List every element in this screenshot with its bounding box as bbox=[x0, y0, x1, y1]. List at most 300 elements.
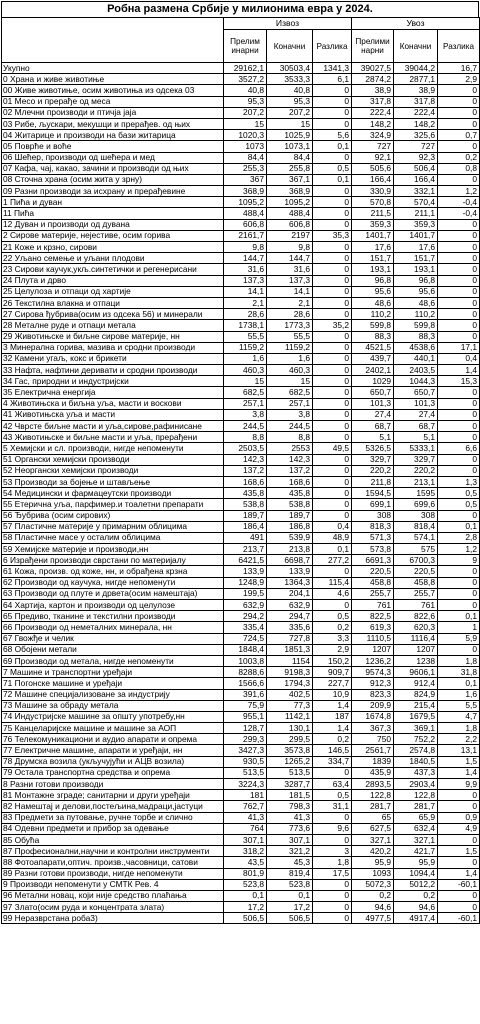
import-difference-cell: 0 bbox=[438, 174, 480, 185]
import-final-cell: 752,2 bbox=[394, 734, 438, 745]
import-preliminary-cell: 327,1 bbox=[352, 834, 394, 845]
import-preliminary-cell: 95,6 bbox=[352, 286, 394, 297]
export-difference-cell: 0 bbox=[313, 488, 352, 499]
header-import-preliminary: Прелими нарни bbox=[352, 30, 394, 63]
import-difference-cell: 0 bbox=[438, 264, 480, 275]
export-difference-cell: 0 bbox=[313, 219, 352, 230]
import-difference-cell: 0 bbox=[438, 902, 480, 913]
export-final-cell: 299,5 bbox=[267, 734, 313, 745]
export-preliminary-cell: 491 bbox=[224, 532, 267, 543]
table-row bbox=[2, 566, 480, 577]
export-final-cell: 1851,3 bbox=[267, 644, 313, 655]
import-final-cell: 699,6 bbox=[394, 499, 438, 510]
import-final-cell: 824,9 bbox=[394, 689, 438, 700]
export-final-cell: 294,7 bbox=[267, 611, 313, 622]
export-final-cell: 137,3 bbox=[267, 275, 313, 286]
export-final-cell: 1154 bbox=[267, 655, 313, 666]
import-difference-cell: 1,2 bbox=[438, 544, 480, 555]
table-row bbox=[2, 141, 480, 152]
import-final-cell: 48,6 bbox=[394, 297, 438, 308]
category-name-cell: 78 Друмска возила (укључујући и АЦВ возила) bbox=[2, 756, 224, 767]
category-name-cell: 09 Разни производи за исхрану и прерађевине bbox=[2, 186, 224, 197]
table-row bbox=[2, 913, 480, 924]
table-row bbox=[2, 465, 480, 476]
table-row bbox=[2, 163, 480, 174]
export-difference-cell: 3 bbox=[313, 846, 352, 857]
import-difference-cell: -60,1 bbox=[438, 879, 480, 890]
import-final-cell: 166,4 bbox=[394, 174, 438, 185]
export-final-cell: 1265,2 bbox=[267, 756, 313, 767]
export-final-cell: 3,8 bbox=[267, 409, 313, 420]
import-difference-cell: 0 bbox=[438, 801, 480, 812]
import-final-cell: 27,4 bbox=[394, 409, 438, 420]
import-final-cell: 912,4 bbox=[394, 678, 438, 689]
table-row bbox=[2, 432, 480, 443]
category-name-cell: 73 Машине за обраду метала bbox=[2, 700, 224, 711]
import-preliminary-cell: 4977,5 bbox=[352, 913, 394, 924]
header-export: Извоз bbox=[224, 18, 352, 30]
import-preliminary-cell: 1674,8 bbox=[352, 711, 394, 722]
table-row bbox=[2, 476, 480, 487]
export-preliminary-cell: 3,8 bbox=[224, 409, 267, 420]
import-preliminary-cell: 211,8 bbox=[352, 476, 394, 487]
category-name-cell: 43 Животињске и биљне масти и уља, прерађени bbox=[2, 432, 224, 443]
import-preliminary-cell: 317,8 bbox=[352, 96, 394, 107]
export-difference-cell: 0 bbox=[313, 208, 352, 219]
category-name-cell: 4 Животињска и биљна уља, масти и воскови bbox=[2, 398, 224, 409]
import-final-cell: 2903,4 bbox=[394, 779, 438, 790]
import-difference-cell: 9 bbox=[438, 555, 480, 566]
table-row bbox=[2, 622, 480, 633]
table-row bbox=[2, 152, 480, 163]
import-preliminary-cell: 1207 bbox=[352, 644, 394, 655]
export-difference-cell: 0 bbox=[313, 890, 352, 901]
export-difference-cell: 0 bbox=[313, 186, 352, 197]
table-row bbox=[2, 902, 480, 913]
export-preliminary-cell: 8,8 bbox=[224, 432, 267, 443]
export-difference-cell: 35,3 bbox=[313, 230, 352, 241]
import-preliminary-cell: 92,1 bbox=[352, 152, 394, 163]
export-preliminary-cell: 506,5 bbox=[224, 913, 267, 924]
table-row bbox=[2, 532, 480, 543]
export-preliminary-cell: 930,5 bbox=[224, 756, 267, 767]
import-preliminary-cell: 209,9 bbox=[352, 700, 394, 711]
category-name-cell: 65 Предиво, тканине и текстилни производи bbox=[2, 611, 224, 622]
import-final-cell: 4917,4 bbox=[394, 913, 438, 924]
export-final-cell: 15 bbox=[267, 118, 313, 129]
import-final-cell: 38,9 bbox=[394, 85, 438, 96]
import-preliminary-cell: 359,3 bbox=[352, 219, 394, 230]
category-name-cell: 51 Органски хемијски производи bbox=[2, 454, 224, 465]
import-preliminary-cell: 1839 bbox=[352, 756, 394, 767]
export-final-cell: 95,3 bbox=[267, 96, 313, 107]
import-difference-cell: 4,7 bbox=[438, 711, 480, 722]
export-difference-cell: 277,2 bbox=[313, 555, 352, 566]
import-difference-cell: 5,9 bbox=[438, 633, 480, 644]
import-final-cell: 570,4 bbox=[394, 197, 438, 208]
export-final-cell: 727,8 bbox=[267, 633, 313, 644]
export-preliminary-cell: 538,8 bbox=[224, 499, 267, 510]
category-name-cell: 35 Електрична енергија bbox=[2, 387, 224, 398]
export-preliminary-cell: 1,6 bbox=[224, 353, 267, 364]
import-preliminary-cell: 27,4 bbox=[352, 409, 394, 420]
export-final-cell: 84,4 bbox=[267, 152, 313, 163]
table-row bbox=[2, 846, 480, 857]
export-final-cell: 55,5 bbox=[267, 331, 313, 342]
import-difference-cell: 0 bbox=[438, 242, 480, 253]
table-row bbox=[2, 96, 480, 107]
import-final-cell: 110,2 bbox=[394, 309, 438, 320]
category-name-cell: 8 Разни готови производи bbox=[2, 779, 224, 790]
table-row bbox=[2, 320, 480, 331]
import-final-cell: 458,8 bbox=[394, 577, 438, 588]
import-final-cell: 421,7 bbox=[394, 846, 438, 857]
import-difference-cell: 0,5 bbox=[438, 499, 480, 510]
category-name-cell: 27 Сирова ђубрива(осим из одсека 56) и минерали bbox=[2, 309, 224, 320]
import-difference-cell: -0,4 bbox=[438, 197, 480, 208]
export-final-cell: 45,3 bbox=[267, 857, 313, 868]
import-preliminary-cell: 88,3 bbox=[352, 331, 394, 342]
export-final-cell: 539,9 bbox=[267, 532, 313, 543]
import-difference-cell: 0 bbox=[438, 141, 480, 152]
import-final-cell: 1044,3 bbox=[394, 376, 438, 387]
export-preliminary-cell: 1073 bbox=[224, 141, 267, 152]
table-row bbox=[2, 488, 480, 499]
table-row bbox=[2, 74, 480, 85]
import-final-cell: 727 bbox=[394, 141, 438, 152]
import-final-cell: 818,4 bbox=[394, 521, 438, 532]
category-name-cell: 7 Машине и транспортни уређаји bbox=[2, 667, 224, 678]
export-preliminary-cell: 682,5 bbox=[224, 387, 267, 398]
category-name-cell: 87 Професионални,научни и контролни инструменти bbox=[2, 846, 224, 857]
export-final-cell: 40,8 bbox=[267, 85, 313, 96]
export-difference-cell: 146,5 bbox=[313, 745, 352, 756]
header-import-difference: Разлика bbox=[438, 30, 480, 63]
export-difference-cell: 909,7 bbox=[313, 667, 352, 678]
category-name-cell: 75 Канцеларијске машине и машине за АОП bbox=[2, 723, 224, 734]
import-difference-cell: 1,5 bbox=[438, 756, 480, 767]
import-difference-cell: 31,8 bbox=[438, 667, 480, 678]
category-name-cell: 24 Плута и дрво bbox=[2, 275, 224, 286]
import-final-cell: 148,2 bbox=[394, 118, 438, 129]
import-final-cell: 101,3 bbox=[394, 398, 438, 409]
import-preliminary-cell: 110,2 bbox=[352, 309, 394, 320]
export-difference-cell: 4,6 bbox=[313, 588, 352, 599]
export-final-cell: 207,2 bbox=[267, 107, 313, 118]
import-preliminary-cell: 912,3 bbox=[352, 678, 394, 689]
import-difference-cell: 1,4 bbox=[438, 365, 480, 376]
export-final-cell: 257,1 bbox=[267, 398, 313, 409]
category-name-cell: 77 Електричне машине, апарати и уређаји, нн bbox=[2, 745, 224, 756]
export-difference-cell: 0 bbox=[313, 275, 352, 286]
import-final-cell: 437,3 bbox=[394, 767, 438, 778]
export-final-cell: 9198,3 bbox=[267, 667, 313, 678]
import-final-cell: 92,3 bbox=[394, 152, 438, 163]
import-final-cell: 4538,6 bbox=[394, 342, 438, 353]
import-difference-cell: 0 bbox=[438, 790, 480, 801]
import-preliminary-cell: 151,7 bbox=[352, 253, 394, 264]
export-final-cell: 307,1 bbox=[267, 834, 313, 845]
import-final-cell: 9606,1 bbox=[394, 667, 438, 678]
export-final-cell: 255,8 bbox=[267, 163, 313, 174]
import-difference-cell: 0 bbox=[438, 286, 480, 297]
category-name-cell: 00 Живе животиње, осим животиња из одсека 03 bbox=[2, 85, 224, 96]
table-row bbox=[2, 745, 480, 756]
import-preliminary-cell: 220,2 bbox=[352, 465, 394, 476]
export-preliminary-cell: 128,7 bbox=[224, 723, 267, 734]
category-name-cell: 64 Хартија, картон и производи од целулозе bbox=[2, 600, 224, 611]
category-name-cell: 02 Млечни производи и птичја јаја bbox=[2, 107, 224, 118]
import-difference-cell: 0 bbox=[438, 409, 480, 420]
export-preliminary-cell: 29162,1 bbox=[224, 63, 267, 74]
export-difference-cell: 0 bbox=[313, 879, 352, 890]
import-difference-cell: 0 bbox=[438, 118, 480, 129]
export-difference-cell: 0 bbox=[313, 812, 352, 823]
import-difference-cell: 0 bbox=[438, 297, 480, 308]
import-preliminary-cell: 619,3 bbox=[352, 622, 394, 633]
import-difference-cell: 0,5 bbox=[438, 488, 480, 499]
import-difference-cell: 1,4 bbox=[438, 868, 480, 879]
category-name-cell: 82 Намештај и делови,постељина,мадраци,јастуци bbox=[2, 801, 224, 812]
import-difference-cell: 0 bbox=[438, 834, 480, 845]
table-row bbox=[2, 331, 480, 342]
import-preliminary-cell: 571,3 bbox=[352, 532, 394, 543]
table-row bbox=[2, 521, 480, 532]
export-difference-cell: 227,7 bbox=[313, 678, 352, 689]
import-final-cell: 95,9 bbox=[394, 857, 438, 868]
export-difference-cell: 1341,3 bbox=[313, 63, 352, 74]
import-final-cell: 761 bbox=[394, 600, 438, 611]
export-final-cell: 41,3 bbox=[267, 812, 313, 823]
import-difference-cell: 0 bbox=[438, 465, 480, 476]
import-preliminary-cell: 761 bbox=[352, 600, 394, 611]
category-name-cell: 12 Дуван и производи од дувана bbox=[2, 219, 224, 230]
import-difference-cell: 0 bbox=[438, 566, 480, 577]
table-row bbox=[2, 510, 480, 521]
table-row bbox=[2, 365, 480, 376]
export-difference-cell: 31,1 bbox=[313, 801, 352, 812]
import-difference-cell: 2,2 bbox=[438, 734, 480, 745]
export-preliminary-cell: 1248,9 bbox=[224, 577, 267, 588]
export-preliminary-cell: 3224,3 bbox=[224, 779, 267, 790]
import-difference-cell: 1,8 bbox=[438, 723, 480, 734]
table-row bbox=[2, 857, 480, 868]
export-preliminary-cell: 513,5 bbox=[224, 767, 267, 778]
category-name-cell: Укупно bbox=[2, 63, 224, 74]
import-preliminary-cell: 420,2 bbox=[352, 846, 394, 857]
category-name-cell: 08 Сточна храна (осим жита у зрну) bbox=[2, 174, 224, 185]
import-difference-cell: -0,4 bbox=[438, 208, 480, 219]
export-difference-cell: 5,6 bbox=[313, 130, 352, 141]
export-final-cell: 488,4 bbox=[267, 208, 313, 219]
import-difference-cell: 0,4 bbox=[438, 353, 480, 364]
export-final-cell: 321,2 bbox=[267, 846, 313, 857]
import-difference-cell: 0 bbox=[438, 432, 480, 443]
export-final-cell: 632,9 bbox=[267, 600, 313, 611]
import-final-cell: 220,5 bbox=[394, 566, 438, 577]
export-preliminary-cell: 144,7 bbox=[224, 253, 267, 264]
table-row bbox=[2, 823, 480, 834]
import-final-cell: 5,1 bbox=[394, 432, 438, 443]
export-preliminary-cell: 199,5 bbox=[224, 588, 267, 599]
export-final-cell: 213,8 bbox=[267, 544, 313, 555]
header-import: Увоз bbox=[352, 18, 480, 30]
import-preliminary-cell: 255,7 bbox=[352, 588, 394, 599]
export-final-cell: 682,5 bbox=[267, 387, 313, 398]
export-difference-cell: 0 bbox=[313, 286, 352, 297]
import-difference-cell: 0,7 bbox=[438, 130, 480, 141]
export-final-cell: 186,8 bbox=[267, 521, 313, 532]
export-preliminary-cell: 255,3 bbox=[224, 163, 267, 174]
import-difference-cell: 0 bbox=[438, 309, 480, 320]
import-preliminary-cell: 727 bbox=[352, 141, 394, 152]
import-difference-cell: 0 bbox=[438, 421, 480, 432]
table-row bbox=[2, 443, 480, 454]
export-preliminary-cell: 137,2 bbox=[224, 465, 267, 476]
table-row bbox=[2, 297, 480, 308]
table-row bbox=[2, 264, 480, 275]
import-final-cell: 2574,8 bbox=[394, 745, 438, 756]
import-difference-cell: 1,4 bbox=[438, 767, 480, 778]
export-preliminary-cell: 307,1 bbox=[224, 834, 267, 845]
import-difference-cell: 0,1 bbox=[438, 678, 480, 689]
export-difference-cell: 0,5 bbox=[313, 790, 352, 801]
export-preliminary-cell: 6421,5 bbox=[224, 555, 267, 566]
import-final-cell: 281,7 bbox=[394, 801, 438, 812]
import-preliminary-cell: 329,7 bbox=[352, 454, 394, 465]
import-difference-cell: 0,9 bbox=[438, 812, 480, 823]
import-difference-cell: 9,9 bbox=[438, 779, 480, 790]
export-difference-cell: 0 bbox=[313, 398, 352, 409]
import-preliminary-cell: 699,1 bbox=[352, 499, 394, 510]
import-preliminary-cell: 570,8 bbox=[352, 197, 394, 208]
import-preliminary-cell: 2402,1 bbox=[352, 365, 394, 376]
export-difference-cell: 0 bbox=[313, 600, 352, 611]
table-row bbox=[2, 890, 480, 901]
export-difference-cell: 0 bbox=[313, 107, 352, 118]
import-preliminary-cell: 96,8 bbox=[352, 275, 394, 286]
export-difference-cell: 0 bbox=[313, 365, 352, 376]
export-preliminary-cell: 1159,2 bbox=[224, 342, 267, 353]
export-preliminary-cell: 368,9 bbox=[224, 186, 267, 197]
import-difference-cell: 0 bbox=[438, 857, 480, 868]
export-preliminary-cell: 213,7 bbox=[224, 544, 267, 555]
export-final-cell: 77,3 bbox=[267, 700, 313, 711]
export-difference-cell: 0 bbox=[313, 387, 352, 398]
import-final-cell: 650,7 bbox=[394, 387, 438, 398]
table-row bbox=[2, 756, 480, 767]
export-difference-cell: 1,4 bbox=[313, 723, 352, 734]
export-difference-cell: 0,5 bbox=[313, 611, 352, 622]
export-final-cell: 335,6 bbox=[267, 622, 313, 633]
import-final-cell: 369,1 bbox=[394, 723, 438, 734]
export-final-cell: 144,7 bbox=[267, 253, 313, 264]
table-row bbox=[2, 197, 480, 208]
category-name-cell: 25 Целулоза и отпаци од хартије bbox=[2, 286, 224, 297]
import-final-cell: 317,8 bbox=[394, 96, 438, 107]
import-preliminary-cell: 17,6 bbox=[352, 242, 394, 253]
import-preliminary-cell: 5,1 bbox=[352, 432, 394, 443]
import-difference-cell: 2,8 bbox=[438, 532, 480, 543]
table-row bbox=[2, 63, 480, 74]
import-difference-cell: 0 bbox=[438, 454, 480, 465]
import-final-cell: 151,7 bbox=[394, 253, 438, 264]
export-difference-cell: 0 bbox=[313, 85, 352, 96]
import-preliminary-cell: 627,5 bbox=[352, 823, 394, 834]
table-row bbox=[2, 588, 480, 599]
import-difference-cell: 13,1 bbox=[438, 745, 480, 756]
export-preliminary-cell: 14,1 bbox=[224, 286, 267, 297]
import-preliminary-cell: 330,9 bbox=[352, 186, 394, 197]
export-difference-cell: 63,4 bbox=[313, 779, 352, 790]
export-difference-cell: 0,2 bbox=[313, 622, 352, 633]
category-name-cell: 88 Фотоапарати,оптич. произв.,часовници, сатови bbox=[2, 857, 224, 868]
table-row bbox=[2, 767, 480, 778]
import-final-cell: 220,2 bbox=[394, 465, 438, 476]
export-difference-cell: 0,5 bbox=[313, 163, 352, 174]
export-final-cell: 773,6 bbox=[267, 823, 313, 834]
table-row bbox=[2, 700, 480, 711]
table-body bbox=[2, 63, 480, 924]
header-export-final: Коначни bbox=[267, 30, 313, 63]
export-preliminary-cell: 318,2 bbox=[224, 846, 267, 857]
export-difference-cell: 2,9 bbox=[313, 644, 352, 655]
export-difference-cell: 334,7 bbox=[313, 756, 352, 767]
table-row bbox=[2, 398, 480, 409]
import-final-cell: 0,2 bbox=[394, 890, 438, 901]
export-difference-cell: 10,9 bbox=[313, 689, 352, 700]
import-preliminary-cell: 1093 bbox=[352, 868, 394, 879]
category-name-cell: 81 Монтажне зграде; санитарни и други уређаји bbox=[2, 790, 224, 801]
category-name-cell: 57 Пластичне материје у примарним облицима bbox=[2, 521, 224, 532]
category-name-cell: 07 Кафа, чај, какао, зачини и производи од њих bbox=[2, 163, 224, 174]
export-final-cell: 204,1 bbox=[267, 588, 313, 599]
export-preliminary-cell: 0,1 bbox=[224, 890, 267, 901]
import-preliminary-cell: 65 bbox=[352, 812, 394, 823]
category-name-cell: 69 Производи од метала, нигде непоменути bbox=[2, 655, 224, 666]
import-final-cell: 632,4 bbox=[394, 823, 438, 834]
header-export-preliminary: Прелим инарни bbox=[224, 30, 267, 63]
import-difference-cell: 0 bbox=[438, 253, 480, 264]
export-difference-cell: 0,1 bbox=[313, 141, 352, 152]
category-name-cell: 63 Производи од плуте и дрвета(осим намештаја) bbox=[2, 588, 224, 599]
import-final-cell: 193,1 bbox=[394, 264, 438, 275]
export-preliminary-cell: 244,5 bbox=[224, 421, 267, 432]
table-title: Робна размена Србије у милионима евра у 2024. bbox=[1, 1, 479, 17]
category-name-cell: 56 Ђубрива (осим сирових) bbox=[2, 510, 224, 521]
export-difference-cell: 0,2 bbox=[313, 734, 352, 745]
export-final-cell: 538,8 bbox=[267, 499, 313, 510]
export-preliminary-cell: 2,1 bbox=[224, 297, 267, 308]
import-preliminary-cell: 1110,5 bbox=[352, 633, 394, 644]
import-preliminary-cell: 818,3 bbox=[352, 521, 394, 532]
import-preliminary-cell: 6691,3 bbox=[352, 555, 394, 566]
table-row bbox=[2, 186, 480, 197]
category-name-cell: 59 Хемијске материје и производи,нн bbox=[2, 544, 224, 555]
table-row bbox=[2, 174, 480, 185]
export-preliminary-cell: 801,9 bbox=[224, 868, 267, 879]
import-final-cell: 599,8 bbox=[394, 320, 438, 331]
export-preliminary-cell: 257,1 bbox=[224, 398, 267, 409]
export-preliminary-cell: 8288,6 bbox=[224, 667, 267, 678]
export-final-cell: 368,9 bbox=[267, 186, 313, 197]
export-preliminary-cell: 15 bbox=[224, 118, 267, 129]
import-difference-cell: 0 bbox=[438, 510, 480, 521]
import-difference-cell: 0 bbox=[438, 107, 480, 118]
table-row bbox=[2, 544, 480, 555]
export-preliminary-cell: 606,8 bbox=[224, 219, 267, 230]
category-name-cell: 62 Производи од каучука, нигде непоменути bbox=[2, 577, 224, 588]
